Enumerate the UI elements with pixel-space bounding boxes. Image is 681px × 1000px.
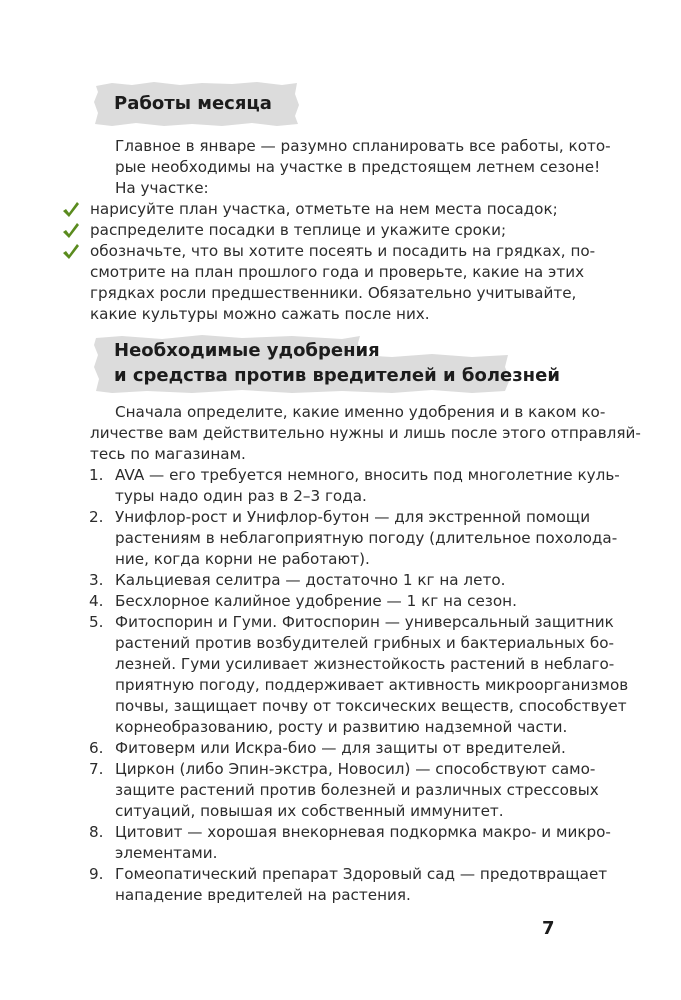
- text-line: ние, когда корни не работают).: [115, 550, 370, 568]
- checklist-item: [90, 199, 566, 220]
- text-line: распределите посадки в теплице и укажите сроки;: [90, 221, 507, 239]
- text-line: растений против возбудителей грибных и бактериальных бо-: [115, 634, 615, 652]
- text-line: приятную погоду, поддерживает активность микроорганизмов: [115, 676, 629, 694]
- section-banner-works: [92, 80, 302, 128]
- list-item: [89, 612, 629, 738]
- text-line: корнеобразованию, росту и развитию надземной части.: [115, 718, 568, 736]
- list-number: 2.: [89, 508, 104, 526]
- list-number: 1.: [89, 466, 104, 484]
- list-item: [89, 507, 618, 570]
- list-number: 7.: [89, 760, 104, 778]
- section-title-line1: Необходимые удобрения: [114, 340, 380, 361]
- list-item: [89, 759, 599, 822]
- list-item: [89, 864, 608, 906]
- section1-subhead: [90, 178, 566, 199]
- text-line: нападение вредителей на растения.: [115, 886, 411, 904]
- checklist-item: [90, 241, 596, 325]
- text-line: туры надо один раз в 2–3 года.: [115, 487, 367, 505]
- text-line: Унифлор-рост и Унифлор-бутон — для экстренной помощи: [115, 508, 591, 526]
- text-line: Фитоспорин и Гуми. Фитоспорин — универсальный защитник: [115, 613, 614, 631]
- numbered-list: [89, 465, 629, 906]
- text-line: смотрите на план прошлого года и проверьте, какие на этих: [90, 263, 585, 281]
- list-number: 6.: [89, 739, 104, 757]
- text-line: нарисуйте план участка, отметьте на нем места посадок;: [90, 200, 558, 218]
- section-banner-fertilizers: [92, 333, 560, 395]
- list-number: 8.: [89, 823, 104, 841]
- subhead: На участке:: [115, 179, 209, 197]
- list-item: [89, 591, 566, 612]
- text-line: растениям в неблагоприятную погоду (длительное похолода-: [115, 529, 618, 547]
- text-line: Главное в январе — разумно спланировать все работы, кото-: [115, 137, 611, 155]
- checkmark-icon: [62, 201, 80, 219]
- text-line: защите растений против болезней и различных стрессовых: [115, 781, 599, 799]
- section-title-line2: и средства против вредителей и болезней: [114, 365, 560, 386]
- text-line: какие культуры можно сажать после них.: [90, 305, 430, 323]
- text-line: лезней. Гуми усиливает жизнестойкость растений в неблаго-: [115, 655, 615, 673]
- checkmark-icon: [62, 222, 80, 240]
- list-number: 4.: [89, 592, 104, 610]
- text-line: ситуаций, повышая их собственный иммунитет.: [115, 802, 504, 820]
- text-line: Циркон (либо Эпин-экстра, Новосил) — способствуют само-: [115, 760, 596, 778]
- text-line: Цитовит — хорошая внекорневая подкормка макро- и микро-: [115, 823, 611, 841]
- list-number: 3.: [89, 571, 104, 589]
- text-line: Кальциевая селитра — достаточно 1 кг на лето.: [115, 571, 506, 589]
- text-line: обозначьте, что вы хотите посеять и посадить на грядках, по-: [90, 242, 596, 260]
- text-line: почвы, защищает почву от токсических веществ, способствует: [115, 697, 627, 715]
- list-number: 5.: [89, 613, 104, 631]
- section-title: Работы месяца: [114, 93, 272, 114]
- page-number: 7: [542, 918, 555, 939]
- section2-intro: [90, 402, 641, 465]
- text-line: рые необходимы на участке в предстоящем летнем сезоне!: [115, 158, 601, 176]
- section1-intro: [90, 136, 611, 178]
- list-item: [89, 822, 611, 864]
- text-line: элементами.: [115, 844, 218, 862]
- list-item: [89, 570, 566, 591]
- text-line: тесь по магазинам.: [90, 445, 246, 463]
- text-line: Бесхлорное калийное удобрение — 1 кг на сезон.: [115, 592, 517, 610]
- list-number: 9.: [89, 865, 104, 883]
- list-item: [89, 738, 566, 759]
- text-line: Фитоверм или Искра-био — для защиты от вредителей.: [115, 739, 566, 757]
- text-line: грядках росли предшественники. Обязательно учитывайте,: [90, 284, 577, 302]
- text-line: личестве вам действительно нужны и лишь после этого отправляй-: [90, 424, 641, 442]
- checklist-item: [90, 220, 566, 241]
- checkmark-icon: [62, 243, 80, 261]
- text-line: AVA — его требуется немного, вносить под многолетние куль-: [115, 466, 620, 484]
- text-line: Сначала определите, какие именно удобрения и в каком ко-: [115, 403, 606, 421]
- text-line: Гомеопатический препарат Здоровый сад — предотвращает: [115, 865, 608, 883]
- checklist: [90, 199, 596, 325]
- list-item: [89, 465, 620, 507]
